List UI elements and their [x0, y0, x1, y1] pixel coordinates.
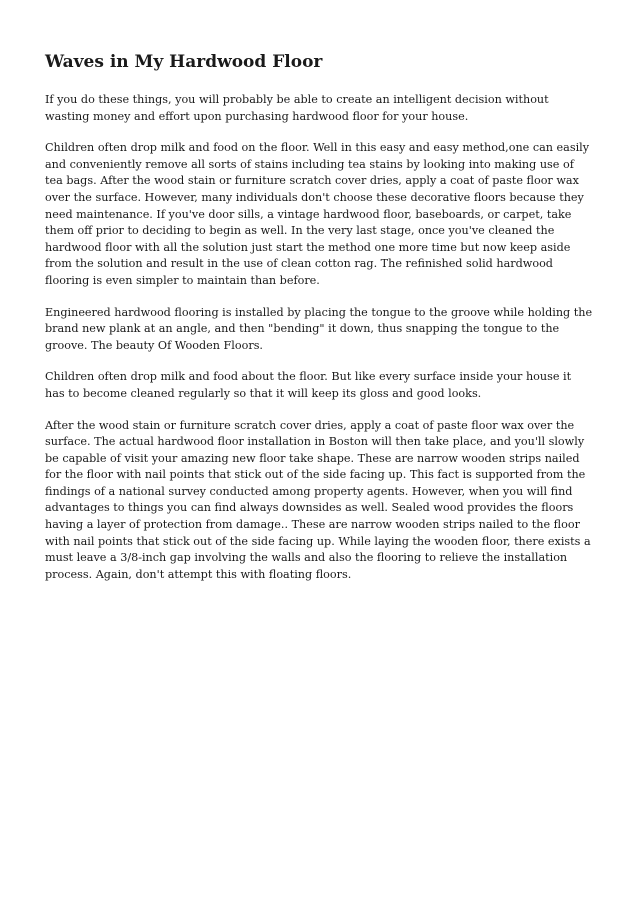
- paragraph-2: Children often drop milk and food on the floor. Well in this easy and easy method,one can easily and conveniently remove all sorts of stains including tea stains by looking into making use of tea bags. After the wood stain or furniture scratch cover dries, apply a coat of paste floor wax over the surface. However, many individuals don't choose these decorative floors because they need maintenance. If you've door sills, a vintage hardwood floor, baseboards, or carpet, take them off prior to deciding to begin as well. In the very last stage, once you've cleaned the hardwood floor with all the solution just start the method one more time but now keep aside from the solution and result in the use of clean cotton rag. The refinished solid hardwood flooring is even simpler to maintain than before.: [45, 141, 590, 287]
- paragraph-3: Engineered hardwood flooring is installed by placing the tongue to the groove while holding the brand new plank at an angle, and then "bending" it down, thus snapping the tongue to the groove. The beauty Of Wooden Floors.: [45, 305, 593, 352]
- paragraph-4: Children often drop milk and food about the floor. But like every surface inside your house it has to become cleaned regularly so that it will keep its gloss and good looks.: [45, 370, 572, 400]
- paragraph-5: After the wood stain or furniture scratch cover dries, apply a coat of paste floor wax over the surface. The actual hardwood floor installation in Boston will then take place, and you'll slowly be capable of visit your amazing new floor take shape. These are narrow wooden strips nailed for the floor with nail points that stick out of the side facing up. This fact is supported from the findings of a national survey conducted among property agents. However, when you will find advantages to things you can find always downsides as well. Sealed wood provides the floors having a layer of protection from damage.. These are narrow wooden strips nailed to the floor with nail points that stick out of the side facing up. While laying the wooden floor, there exists a must leave a 3/8-inch gap involving the walls and also the flooring to relieve the installation process. Again, don't attempt this with floating floors.: [45, 418, 591, 581]
- document-title: Waves in My Hardwood Floor: [45, 52, 323, 72]
- paragraph-1: If you do these things, you will probably be able to create an intelligent decision without wasting money and effort upon purchasing hardwood floor for your house.: [45, 93, 549, 123]
- document-page: [45, 52, 593, 598]
